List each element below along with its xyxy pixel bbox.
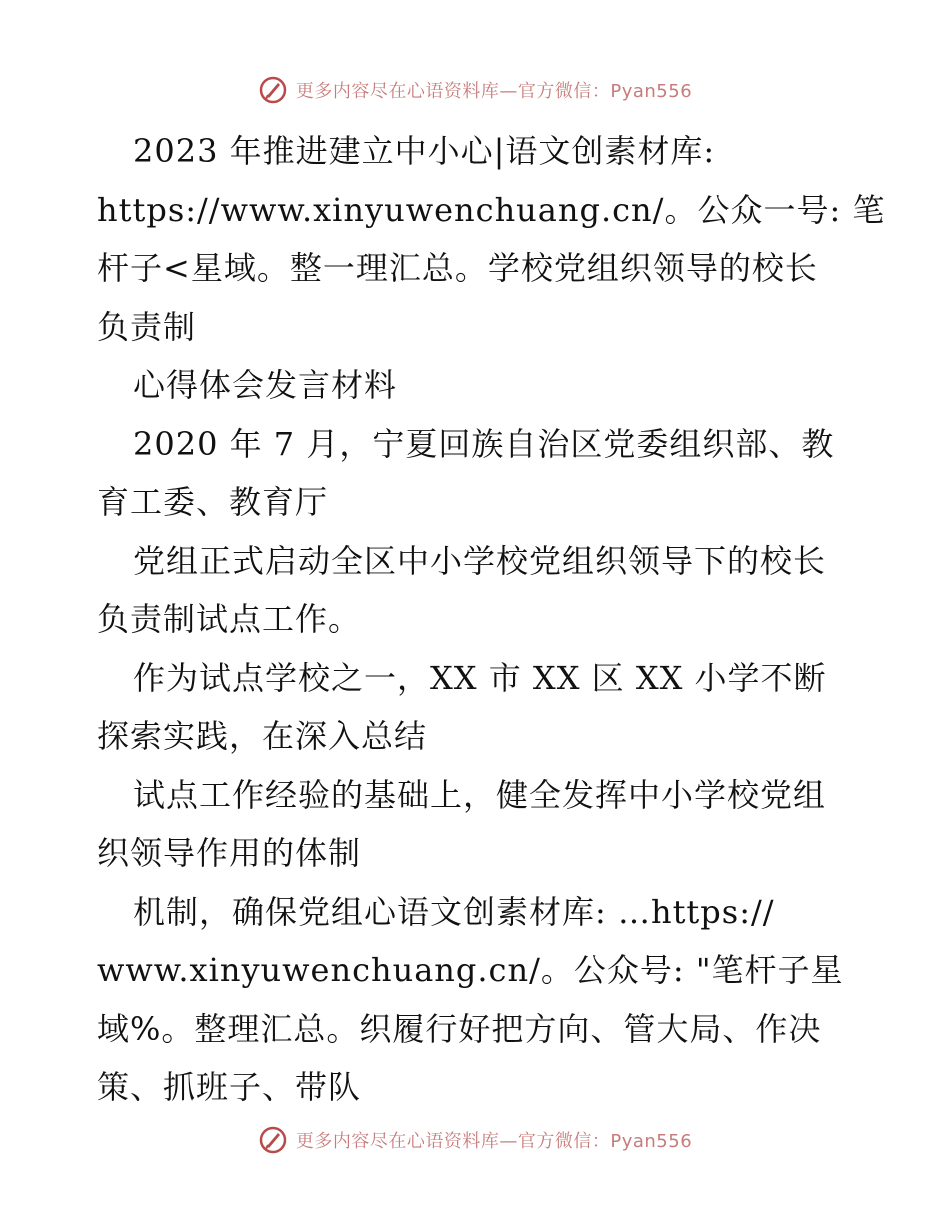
- text-line: 织领导作用的体制: [97, 834, 362, 872]
- quill-logo-icon: [258, 1125, 288, 1155]
- text-line: https://www.xinyuwenchuang.cn/。公众一号: 笔: [97, 190, 886, 229]
- text-line: 党组正式启动全区中小学校党组织领导下的校长: [133, 541, 827, 580]
- text-line: 负责制: [97, 307, 197, 346]
- footer-banner-text: 更多内容尽在心语资料库—官方微信：Pyan556: [295, 1131, 693, 1152]
- header-banner-text: 更多内容尽在心语资料库—官方微信：Pyan556: [295, 81, 693, 102]
- text-line: 杆子<星域。整一理汇总。学校党组织领导的校长: [97, 249, 818, 287]
- text-line: 作为试点学校之一，XX 市 XX 区 XX 小学不断: [133, 658, 827, 697]
- footer-watermark-banner: [0, 1120, 950, 1160]
- text-line: 育工委、教育厅: [97, 483, 329, 521]
- text-line: 心得体会发言材料: [133, 366, 398, 404]
- text-line: 机制，确保党组心语文创素材库: …https://: [133, 892, 775, 931]
- text-line: 试点工作经验的基础上，健全发挥中小学校党组: [133, 775, 827, 814]
- text-line: 2020 年 7 月，宁夏回族自治区党委组织部、教: [133, 424, 835, 463]
- text-line: 域%。整理汇总。织履行好把方向、管大局、作决: [97, 1009, 822, 1048]
- quill-logo-icon: [258, 75, 288, 105]
- document-body: [97, 122, 886, 1117]
- text-line: 策、抓班子、带队: [97, 1068, 362, 1106]
- text-line: 负责制试点工作。: [97, 600, 362, 638]
- text-line: 2023 年推进建立中小心|语文创素材库:: [133, 132, 716, 170]
- header-watermark-banner: [0, 70, 950, 110]
- text-line: www.xinyuwenchuang.cn/。公众号: "笔杆子星: [97, 951, 844, 989]
- text-line: 探索实践，在深入总结: [97, 717, 428, 755]
